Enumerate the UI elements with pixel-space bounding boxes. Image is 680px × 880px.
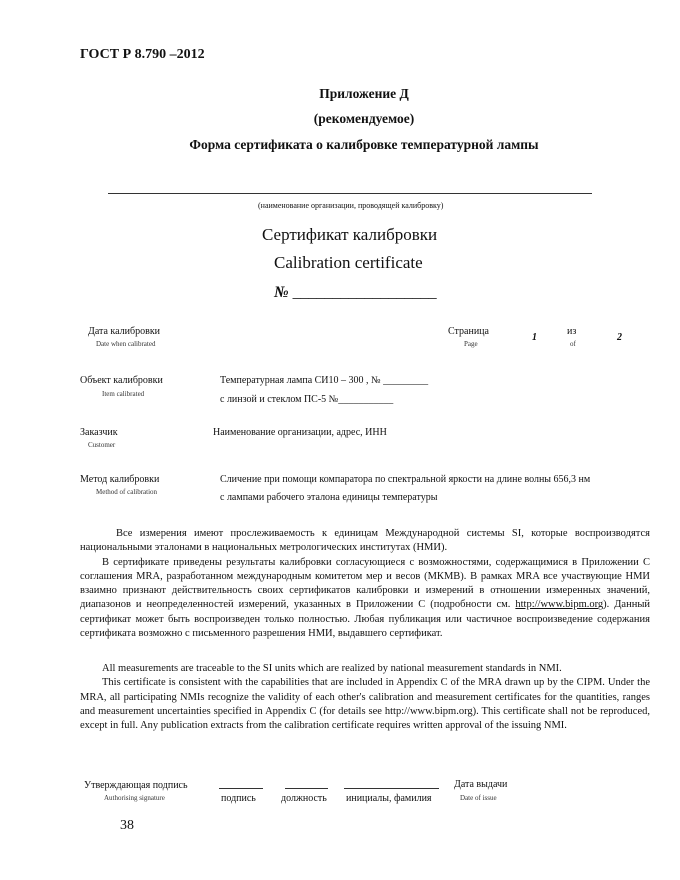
page-value: 1 bbox=[532, 332, 537, 343]
annex-status: (рекомендуемое) bbox=[313, 111, 415, 126]
item-label: Объект калибровки bbox=[80, 375, 163, 386]
customer-label: Заказчик bbox=[80, 427, 118, 438]
method-label: Метод калибровки bbox=[80, 474, 160, 485]
of-value: 2 bbox=[617, 332, 622, 343]
ru-paragraph-2: В сертификате приведены результаты калибровки согласующиеся с возможностями, содержащимися в Приложении С соглашения MRA, разработанном международным комитетом мер и весов (МКМВ). В рамках MRA все участвующие НМИ взаимно признают действительность своих сертификатов калибровки и измерений в отношении измеренных значений, диапазонов и неопределенностей измерений, указанных в Приложении С (подробности см. http://www.bipm.org). Данный сертификат может быть воспроизведен только полностью. Любая публикация или частичное воспроизведение содержания сертификата возможно с письменного разрешения НМИ, выдавшего сертификат. bbox=[80, 556, 651, 640]
certificate-number: № __________________ bbox=[274, 284, 437, 301]
customer-sub: Customer bbox=[88, 441, 116, 449]
signature-col-name: инициалы, фамилия bbox=[346, 793, 432, 804]
item-line-2: с линзой и стеклом ПС-5 №___________ bbox=[220, 394, 394, 405]
signature-line bbox=[219, 788, 263, 789]
en-text-block bbox=[80, 662, 650, 733]
bipm-link[interactable]: http://www.bipm.org bbox=[515, 599, 604, 611]
certificate-title-ru: Сертификат калибровки bbox=[262, 225, 438, 244]
signature-col-position: должность bbox=[281, 793, 327, 804]
method-sub: Method of calibration bbox=[96, 488, 158, 496]
position-line bbox=[285, 788, 328, 789]
annex-subtitle: Форма сертификата о калибровке температурной лампы bbox=[189, 137, 539, 152]
name-line bbox=[344, 788, 439, 789]
en-paragraph-2: This certificate is consistent with the capabilities that are included in Appendix C of the MRA drawn up by the CIPM. Under the MRA, all participating NMIs recognize the validity of each other's calibration and measurement certificates for the quantities, ranges and measurement uncertainties specified in Appendix C (for details see http://www.bipm.org). This certificate shall not be reproduced, except in full. Any publication extracts from the calibration certificate requires written approval of the issuing NMI. bbox=[80, 677, 650, 732]
ru-paragraph-1: Все измерения имеют прослеживаемость к единицам Международной системы SI, которые воспроизводятся национальными эталонами в национальных метрологических институтах (НМИ). bbox=[80, 528, 650, 554]
issue-date-sub: Date of issue bbox=[460, 794, 497, 802]
customer-value: Наименование организации, адрес, ИНН bbox=[213, 427, 387, 438]
of-sub: of bbox=[570, 340, 576, 348]
of-label: из bbox=[567, 326, 577, 337]
org-caption: (наименование организации, проводящей калибровку) bbox=[258, 201, 444, 210]
date-label: Дата калибровки bbox=[88, 326, 161, 337]
signature-sub: Authorising signature bbox=[104, 794, 165, 802]
ru-text-block bbox=[80, 527, 650, 641]
page-sub: Page bbox=[464, 340, 478, 348]
standard-header: ГОСТ Р 8.790 –2012 bbox=[80, 47, 205, 62]
method-line-2: с лампами рабочего эталона единицы температуры bbox=[220, 492, 438, 503]
annex-title: Приложение Д bbox=[319, 86, 409, 101]
page-number: 38 bbox=[120, 818, 134, 833]
date-sub: Date when calibrated bbox=[96, 340, 156, 348]
page-label: Страница bbox=[448, 326, 489, 337]
en-paragraph-1: All measurements are traceable to the SI units which are realized by national measurement standards in NMI. bbox=[102, 663, 562, 674]
org-name-line bbox=[108, 193, 592, 194]
method-line-1: Сличение при помощи компаратора по спектральной яркости на длине волны 656,3 нм bbox=[220, 474, 591, 485]
signature-col-sign: подпись bbox=[221, 793, 256, 804]
certificate-title-en: Calibration certificate bbox=[274, 253, 423, 272]
item-sub: Item calibrated bbox=[102, 390, 145, 398]
item-line-1: Температурная лампа СИ10 – 300 , № _________ bbox=[220, 375, 429, 386]
issue-date-label: Дата выдачи bbox=[454, 779, 508, 790]
signature-label: Утверждающая подпись bbox=[84, 780, 188, 791]
